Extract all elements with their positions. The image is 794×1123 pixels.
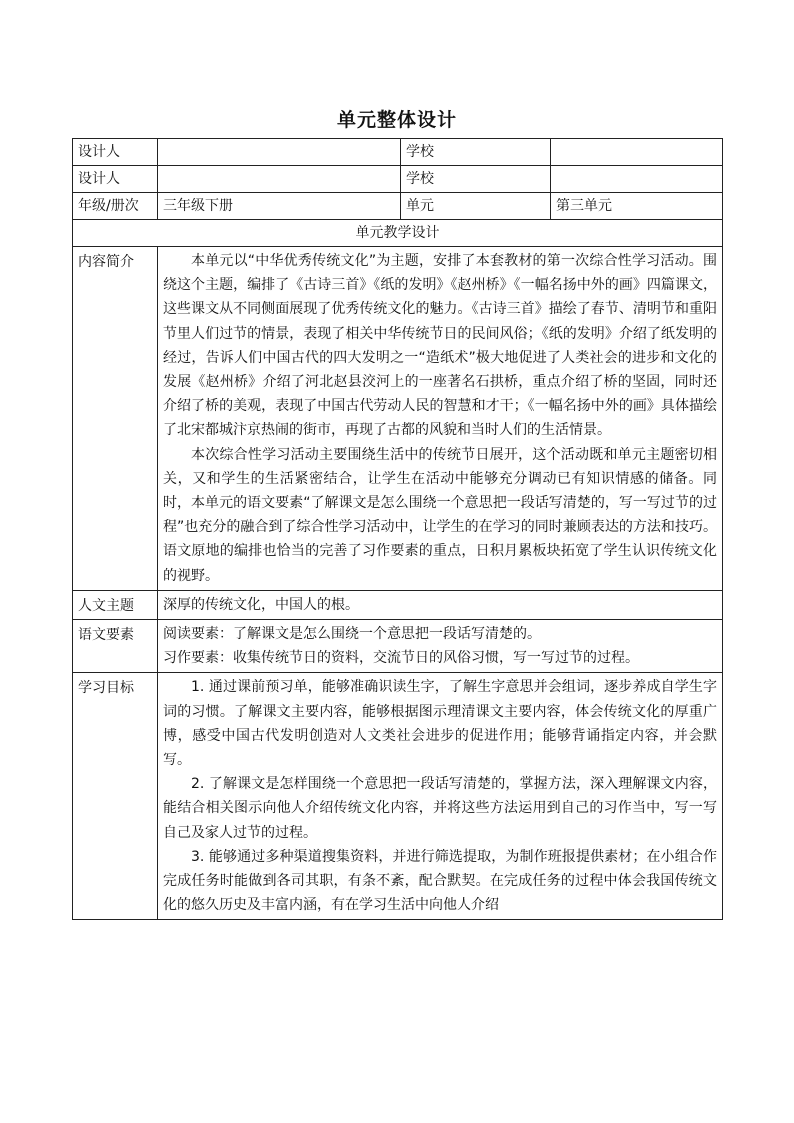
school-label-2: 学校 — [401, 166, 551, 193]
reading-element: 阅读要素：了解课文是怎么围绕一个意思把一段话写清楚的。 — [163, 626, 541, 643]
theme-content — [158, 590, 723, 619]
elements-row — [73, 620, 723, 673]
goals-row — [73, 673, 723, 920]
intro-row — [73, 247, 723, 591]
unit-label: 单元 — [401, 193, 551, 220]
intro-label: 内容简介 — [73, 247, 158, 591]
grade-label: 年级/册次 — [73, 193, 158, 220]
page-title: 单元整体设计 — [336, 109, 457, 131]
intro-paragraph-1: 本单元以“中华优秀传统文化”为主题，安排了本套教材的第一次综合性学习活动。围绕这个主题，编排了《古诗三首》《纸的发明》《赵州桥》《一幅名扬中外的画》四篇课文，这些课文从不同侧面展现了优秀传统文化的魅力。《古诗三首》描绘了春节、清明节和重阳节里人们过节的情景，表现了相关中华传统节日的民间风俗；《纸的发明》介绍了纸发明的经过，告诉人们中国古代的四大发明之一“造纸术”极大地促进了人类社会的进步和文化的发展《赵州桥》介绍了河北赵县洨河上的一座著名石拱桥，重点介绍了桥的坚固，同时还介绍了桥的美观，表现了中国古代劳动人民的智慧和才干；《一幅名扬中外的画》具体描绘了北宋都城汴京热闹的街市，再现了古都的风貌和当时人们的生活情景。 — [163, 253, 717, 439]
elements-label: 语文要素 — [73, 620, 158, 673]
intro-paragraph-2: 本次综合性学习活动主要围绕生活中的传统节日展开，这个活动既和单元主题密切相关，又和学生的生活紧密结合，让学生在活动中能够充分调动已有知识情感的储备。同时，本单元的语文要素“了解课文是怎么围绕一个意思把一段话写清楚的，写一写过节的过程”也充分的融合到了综合性学习活动中，让学生的在学习的同时兼顾表达的方法和技巧。语文原地的编排也恰当的完善了习作要素的重点，日积月累板块拓宽了学生认识传统文化的视野。 — [163, 446, 717, 584]
section-header-row — [73, 220, 723, 247]
theme-label: 人文主题 — [73, 590, 158, 619]
writing-element: 习作要素：收集传统节日的资料，交流节日的风俗习惯，写一写过节的过程。 — [163, 650, 639, 667]
section-header: 单元教学设计 — [73, 220, 723, 247]
designer-label-2: 设计人 — [73, 166, 158, 193]
info-row-2 — [73, 166, 723, 193]
unit-design-table — [72, 138, 723, 920]
elements-content — [158, 620, 723, 673]
goals-content — [158, 673, 723, 920]
grade-value: 三年级下册 — [158, 193, 401, 220]
designer-label-1: 设计人 — [73, 139, 158, 166]
goal-3: 3. 能够通过多种渠道搜集资料，并进行筛选提取，为制作班报提供素材；在小组合作完成任务时能做到各司其职，有条不紊，配合默契。在完成任务的过程中体会我国传统文化的悠久历史及丰富内涵，有在学习生活中向他人介绍 — [163, 848, 717, 914]
intro-content — [158, 247, 723, 591]
goal-1: 1. 通过课前预习单，能够准确识读生字，了解生字意思并会组词，逐步养成自学生字词的习惯。了解课文主要内容，能够根据图示理清课文主要内容，体会传统文化的厚重广博，感受中国古代发明创造对人文类社会进步的促进作用；能够背诵指定内容，并会默写。 — [163, 679, 717, 769]
theme-text: 深厚的传统文化，中国人的根。 — [163, 596, 359, 613]
designer-value-2 — [158, 166, 401, 193]
info-row-3 — [73, 193, 723, 220]
school-value-2 — [551, 166, 723, 193]
school-label-1: 学校 — [401, 139, 551, 166]
unit-value: 第三单元 — [551, 193, 723, 220]
designer-value-1 — [158, 139, 401, 166]
info-row-1 — [73, 139, 723, 166]
theme-row — [73, 590, 723, 619]
school-value-1 — [551, 139, 723, 166]
goals-label: 学习目标 — [73, 673, 158, 920]
goal-2: 2. 了解课文是怎样围绕一个意思把一段话写清楚的，掌握方法，深入理解课文内容，能结合相关图示向他人介绍传统文化内容，并将这些方法运用到自己的习作当中，写一写自己及家人过节的过程。 — [163, 776, 717, 841]
